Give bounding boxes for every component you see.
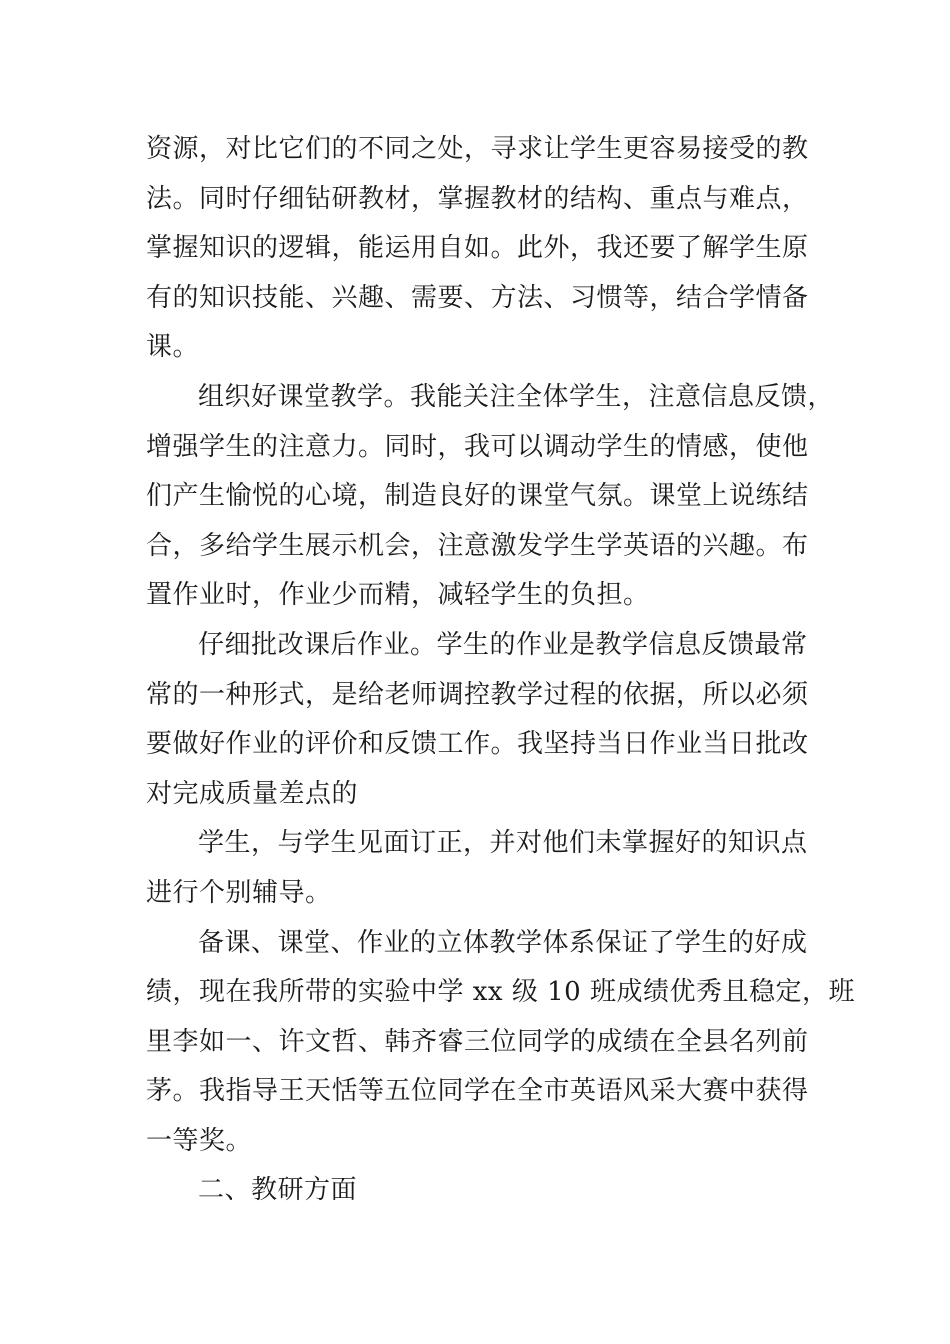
text-line: 进行个别辅导。 bbox=[146, 877, 332, 908]
paragraph-start-line: 学生，与学生见面订正，并对他们未掌握好的知识点 bbox=[198, 828, 808, 859]
text-line: 们产生愉悦的心境，制造良好的课堂气氛。课堂上说练结 bbox=[146, 481, 809, 512]
text-line: 置作业时，作业少而精，减轻学生的负担。 bbox=[146, 580, 650, 611]
text-line: 绩，现在我所带的实验中学 xx 级 10 班成绩优秀且稳定，班 bbox=[146, 977, 855, 1008]
paragraph-start-line: 仔细批改课后作业。学生的作业是教学信息反馈最常 bbox=[198, 629, 808, 660]
text-line: 资源，对比它们的不同之处，寻求让学生更容易接受的教 bbox=[146, 134, 809, 164]
text-line: 课。 bbox=[146, 332, 200, 363]
text-line: 法。同时仔细钻研教材，掌握教材的结构、重点与难点， bbox=[146, 183, 809, 214]
text-line: 掌握知识的逻辑，能运用自如。此外，我还要了解学生原 bbox=[146, 233, 809, 264]
paragraph-start-line: 组织好课堂教学。我能关注全体学生，注意信息反馈， bbox=[198, 381, 835, 412]
text-line: 合，多给学生展示机会，注意激发学生学英语的兴趣。布 bbox=[146, 530, 809, 561]
paragraph-start-line: 备课、课堂、作业的立体教学体系保证了学生的好成 bbox=[198, 927, 808, 958]
text-line: 常的一种形式，是给老师调控教学过程的依据，所以必须 bbox=[146, 679, 809, 710]
section-heading: 二、教研方面 bbox=[198, 1175, 358, 1206]
document-body bbox=[146, 125, 855, 1216]
text-line: 有的知识技能、兴趣、需要、方法、习惯等，结合学情备 bbox=[146, 282, 809, 313]
text-line: 增强学生的注意力。同时，我可以调动学生的情感，使他 bbox=[146, 431, 809, 462]
text-line: 对完成质量差点的 bbox=[146, 778, 359, 809]
text-line: 里李如一、许文哲、韩齐睿三位同学的成绩在全县名列前 bbox=[146, 1026, 809, 1057]
text-line: 一等奖。 bbox=[146, 1125, 253, 1156]
text-line: 要做好作业的评价和反馈工作。我坚持当日作业当日批改 bbox=[146, 729, 809, 760]
text-line: 茅。我指导王天恬等五位同学在全市英语风采大赛中获得 bbox=[146, 1076, 809, 1107]
